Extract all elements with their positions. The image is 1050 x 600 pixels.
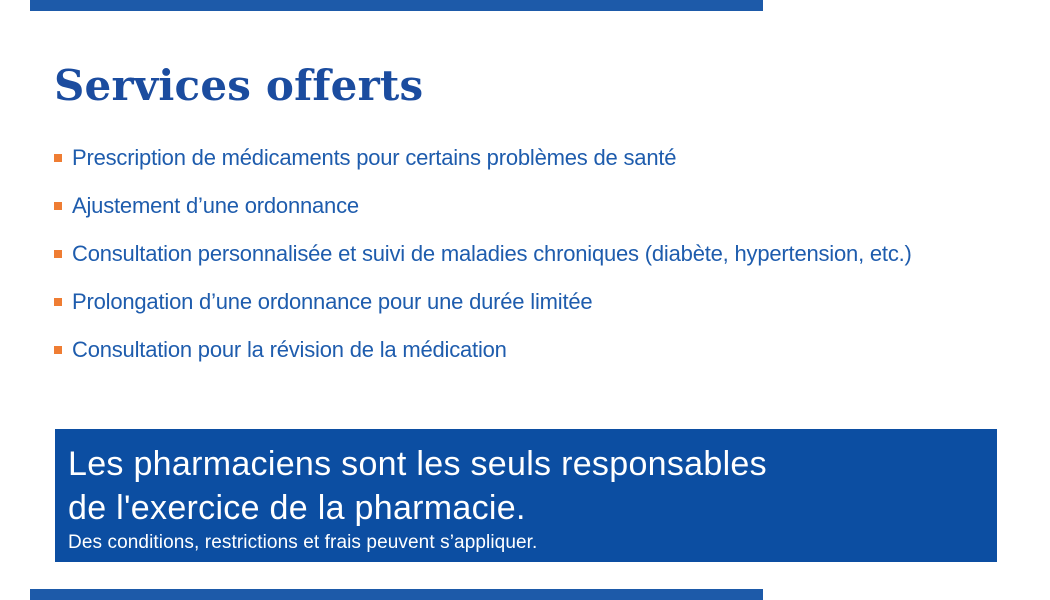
service-list-item (54, 134, 912, 182)
service-list-item (54, 326, 912, 374)
service-list-item (54, 230, 912, 278)
service-item-label: Prolongation d’une ordonnance pour une durée limitée (72, 289, 593, 314)
responsibility-banner (55, 429, 997, 562)
service-list-item (54, 278, 912, 326)
bullet-square-icon (54, 298, 62, 306)
bullet-square-icon (54, 154, 62, 162)
top-accent-bar (30, 0, 763, 11)
bullet-square-icon (54, 250, 62, 258)
service-item-label: Prescription de médicaments pour certains problèmes de santé (72, 145, 677, 170)
bottom-accent-bar (30, 589, 763, 600)
services-list (54, 134, 912, 374)
page-title: Services offerts (54, 61, 424, 110)
service-item-label: Ajustement d’une ordonnance (72, 193, 359, 218)
bullet-square-icon (54, 202, 62, 210)
banner-note: Des conditions, restrictions et frais peuvent s’appliquer. (68, 532, 538, 553)
banner-heading-line-2: de l'exercice de la pharmacie. (68, 489, 526, 527)
banner-heading-line-1: Les pharmaciens sont les seuls responsables (68, 445, 767, 483)
bullet-square-icon (54, 346, 62, 354)
service-item-label: Consultation pour la révision de la médication (72, 337, 507, 362)
service-list-item (54, 182, 912, 230)
service-item-label: Consultation personnalisée et suivi de maladies chroniques (diabète, hypertension, etc.) (72, 241, 912, 266)
